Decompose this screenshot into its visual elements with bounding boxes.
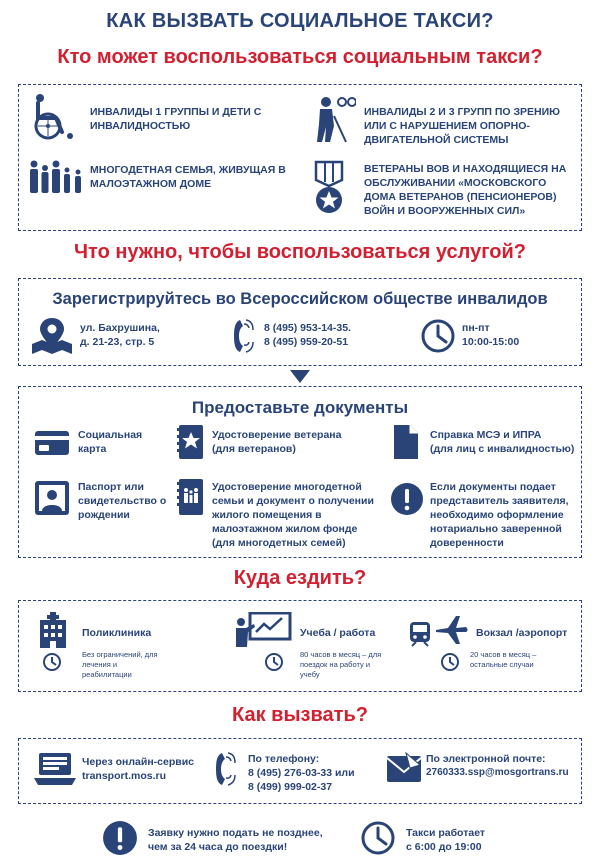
how-online bbox=[82, 755, 212, 783]
clock-icon bbox=[420, 318, 456, 354]
where-station: Вокзал /аэропорт bbox=[476, 627, 568, 639]
how-phone-label: По телефону: bbox=[248, 753, 320, 765]
blind-person-icon bbox=[308, 94, 356, 144]
mse-note: (для лиц с инвалидностью) bbox=[430, 443, 575, 455]
register-phone-1: 8 (495) 953-14-35. bbox=[264, 322, 351, 334]
veteran-id-icon bbox=[176, 424, 204, 460]
arrow-down-icon bbox=[290, 370, 310, 384]
hospital-icon bbox=[38, 612, 68, 648]
doc-social-card: Социальная карта bbox=[78, 429, 143, 455]
how-online-link[interactable]: transport.mos.ru bbox=[82, 770, 167, 782]
how-email-label: По электронной почте: bbox=[426, 753, 546, 765]
register-hours-days: пн-пт bbox=[462, 322, 490, 334]
doc-mse bbox=[430, 428, 580, 456]
how-email bbox=[426, 752, 586, 780]
where-clinic-note: Без ограничений, для лечения и реабилитации bbox=[82, 650, 158, 679]
footer-hours-2: с 6:00 до 19:00 bbox=[406, 841, 482, 853]
footer-deadline bbox=[148, 826, 348, 854]
footer-hours-1: Такси работает bbox=[406, 827, 486, 839]
footer-deadline-1: Заявку нужно подать не позднее, bbox=[148, 827, 323, 839]
need-heading: Что нужно, чтобы воспользоваться услугой? bbox=[73, 241, 526, 263]
how-email-address[interactable]: 2760333.ssp@mosgortrans.ru bbox=[426, 767, 569, 778]
footer-deadline-2: чем за 24 часа до поездки! bbox=[148, 841, 288, 853]
where-clinic: Поликлиника bbox=[82, 627, 152, 639]
address-line-1: ул. Бахрушина, bbox=[80, 322, 160, 334]
register-address bbox=[80, 321, 220, 349]
who-heading: Кто может воспользоваться социальным такси? bbox=[57, 46, 543, 68]
family-document-icon bbox=[176, 478, 204, 516]
who-item-2: ИНВАЛИДЫ 2 И 3 ГРУПП ПО ЗРЕНИЮ ИЛИ С НАРУШЕНИЕМ ОПОРНО-ДВИГАТЕЛЬНОЙ СИСТЕМЫ bbox=[364, 106, 561, 146]
study-clock-icon bbox=[264, 652, 284, 672]
how-phone-1[interactable]: 8 (495) 276-03-33 или bbox=[248, 767, 355, 779]
doc-representative: Если документы подает представитель заявителя, необходимо оформление нотариально заверенной доверенности bbox=[430, 481, 569, 549]
laptop-icon bbox=[34, 752, 76, 786]
work-hours-clock-icon bbox=[360, 820, 396, 856]
doc-passport: Паспорт или свидетельство о рождении bbox=[78, 481, 167, 521]
email-icon bbox=[386, 752, 422, 786]
doc-large-family bbox=[212, 480, 382, 550]
document-icon bbox=[392, 424, 420, 460]
where-study: Учеба / работа bbox=[300, 627, 376, 639]
mse-label: Справка МСЭ и ИПРА bbox=[430, 429, 542, 441]
documents-title: Предоставьте документы bbox=[191, 398, 409, 417]
footer-hours bbox=[406, 826, 526, 854]
veteran-id-note: (для ветеранов) bbox=[212, 443, 296, 455]
where-heading: Куда ездить? bbox=[233, 567, 367, 589]
who-item-3: МНОГОДЕТНАЯ СЕМЬЯ, ЖИВУЩАЯ В МАЛОЭТАЖНОМ ДОМЕ bbox=[90, 164, 286, 190]
register-title: Зарегистрируйтесь во Всероссийском обществе инвалидов bbox=[52, 290, 548, 308]
who-item-1: ИНВАЛИДЫ 1 ГРУППЫ И ДЕТИ С ИНВАЛИДНОСТЬЮ bbox=[90, 106, 262, 132]
clinic-clock-icon bbox=[42, 652, 62, 672]
how-phone bbox=[248, 752, 378, 794]
register-phone-2: 8 (495) 959-20-51 bbox=[264, 336, 349, 348]
register-hours bbox=[462, 321, 562, 349]
call-phone-icon bbox=[214, 750, 236, 788]
who-item-4: ВЕТЕРАНЫ ВОВ И НАХОДЯЩИЕСЯ НА ОБСЛУЖИВАНИИ «МОСКОВСКОГО ДОМА ВЕТЕРАНОВ (ПЕНСИОНЕРОВ) ВОЙН И ВООРУЖЕННЫХ СИЛ» bbox=[364, 163, 567, 217]
wheelchair-icon bbox=[30, 92, 80, 142]
register-phones bbox=[264, 321, 404, 349]
large-family-label: Удостоверение многодетной семьи и документ о получении жилого помещения в малоэтажном жилом фонде bbox=[212, 481, 374, 535]
veteran-id-label: Удостоверение ветерана bbox=[212, 429, 342, 441]
presentation-icon bbox=[234, 612, 292, 648]
where-study-note: 80 часов в месяц – для поездок на работу и учебу bbox=[300, 650, 382, 679]
how-phone-2[interactable]: 8 (499) 999-02-37 bbox=[248, 781, 333, 793]
medal-icon bbox=[312, 160, 346, 216]
how-heading: Как вызвать? bbox=[232, 704, 368, 726]
doc-veteran-id bbox=[212, 428, 382, 456]
map-pin-icon bbox=[30, 318, 74, 356]
where-station-note: 20 часов в месяц – остальные случаи bbox=[470, 650, 537, 669]
card-icon bbox=[34, 430, 70, 456]
page-title: КАК ВЫЗВАТЬ СОЦИАЛЬНОЕ ТАКСИ? bbox=[106, 10, 494, 32]
how-online-label: Через онлайн-сервис bbox=[82, 756, 195, 768]
exclamation-icon bbox=[390, 482, 424, 516]
train-plane-icon bbox=[408, 612, 468, 648]
station-clock-icon bbox=[440, 652, 460, 672]
register-hours-time: 10:00-15:00 bbox=[462, 336, 520, 348]
phone-icon bbox=[232, 318, 254, 354]
address-line-2: д. 21-23, стр. 5 bbox=[80, 336, 155, 348]
warning-icon bbox=[102, 820, 138, 856]
passport-icon bbox=[34, 480, 70, 516]
family-icon bbox=[28, 160, 84, 194]
large-family-note: (для многодетных семей) bbox=[212, 537, 346, 549]
